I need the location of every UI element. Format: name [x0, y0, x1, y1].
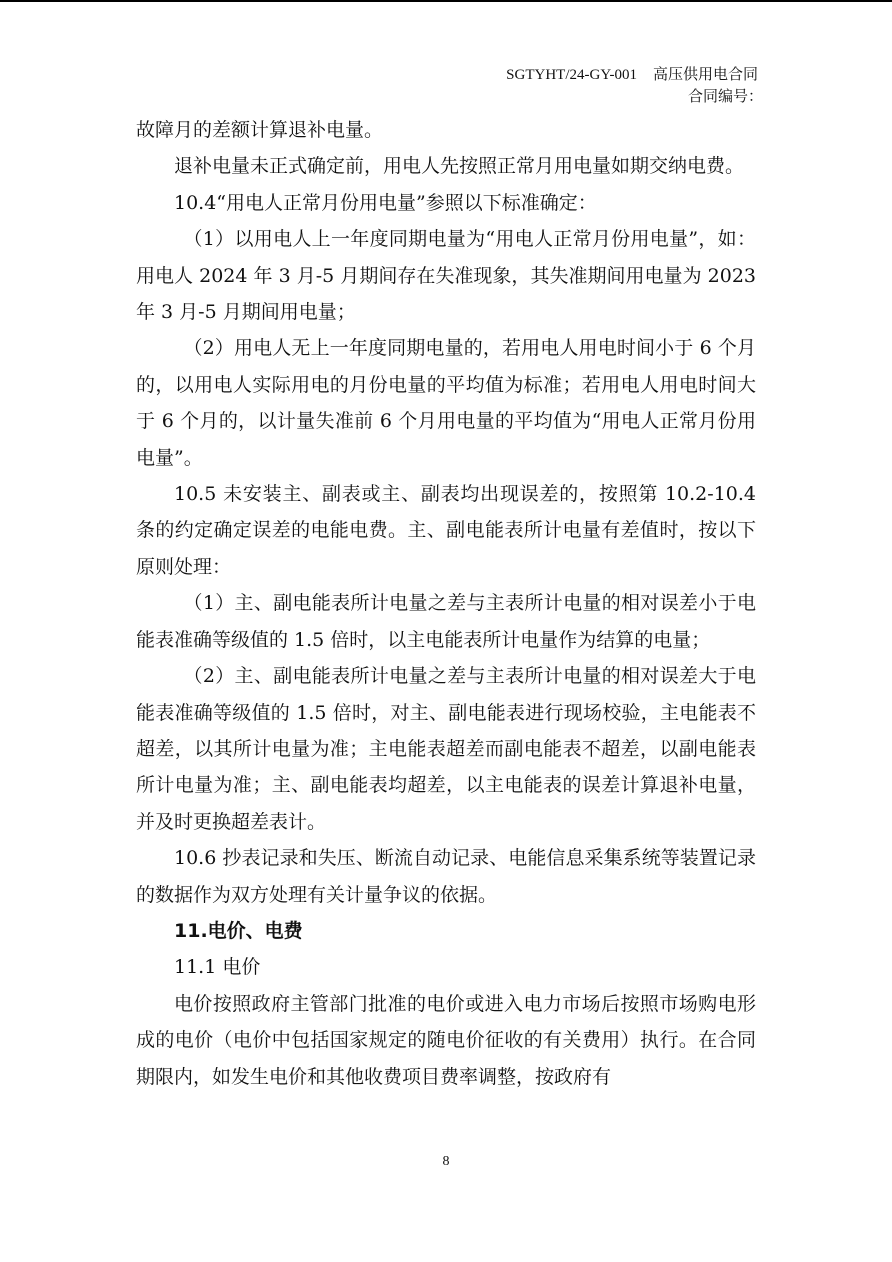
section-10-5-item-1: （1）主、副电能表所计电量之差与主表所计电量的相对误差小于电能表准确等级值的 1.5 倍时，以主电能表所计电量作为结算的电量；	[136, 592, 756, 651]
paragraph-1: 故障月的差额计算退补电量。	[136, 119, 384, 141]
paragraph-2: 退补电量未正式确定前，用电人先按照正常月用电量如期交纳电费。	[174, 155, 745, 178]
section-10-5-item-2: （2）主、副电能表所计电量之差与主表所计电量的相对误差大于电能表准确等级值的 1.5 倍时，对主、副电能表进行现场校验，主电能表不超差，以其所计电量为准；主电能表超差而副电能表不超差，以副电能表所计电量为准；主、副电能表均超差，以主电能表的误差计算退补电量，并及时更换超差表计。	[136, 665, 756, 833]
section-11-1-body: 电价按照政府主管部门批准的电价或进入电力市场后按照市场购电形成的电价（电价中包括国家规定的随电价征收的有关费用）执行。在合同期限内，如发生电价和其他收费项目费率调整，按政府有	[136, 992, 756, 1088]
section-10-5: 10.5 未安装主、副表或主、副表均出现误差的，按照第 10.2-10.4 条的约定确定误差的电能电费。主、副电能表所计电量有差值时，按以下原则处理：	[136, 483, 756, 578]
header-line-1	[506, 64, 758, 86]
document-title: 高压供用电合同	[652, 67, 758, 83]
document-body	[136, 112, 756, 1095]
section-10-4-item-1: （1）以用电人上一年度同期电量为“用电人正常月份用电量”，如：用电人 2024 年 3 月-5 月期间存在失准现象，其失准期间用电量为 2023 年 3 月-5 月期间用电量；	[136, 228, 756, 324]
section-10-6: 10.6 抄表记录和失压、断流自动记录、电能信息采集系统等装置记录的数据作为双方处理有关计量争议的依据。	[136, 847, 756, 906]
top-border-line	[0, 0, 892, 2]
contract-number-label: 合同编号：	[687, 89, 763, 105]
section-10-4-item-2: （2）用电人无上一年度同期电量的，若用电人用电时间小于 6 个月的，以用电人实际用电的月份电量的平均值为标准；若用电人用电时间大于 6 个月的，以计量失准前 6 个月用电量的平均值为“用电人正常月份用电量”。	[136, 337, 756, 469]
page-header	[506, 64, 763, 108]
contract-code: SGTYHT/24-GY-001	[506, 67, 637, 83]
section-11-heading: 11.电价、电费	[174, 919, 303, 942]
section-10-4: 10.4“用电人正常月份用电量”参照以下标准确定：	[174, 191, 597, 214]
section-11-1-heading: 11.1 电价	[174, 956, 261, 979]
page-number: 8	[442, 1154, 450, 1169]
